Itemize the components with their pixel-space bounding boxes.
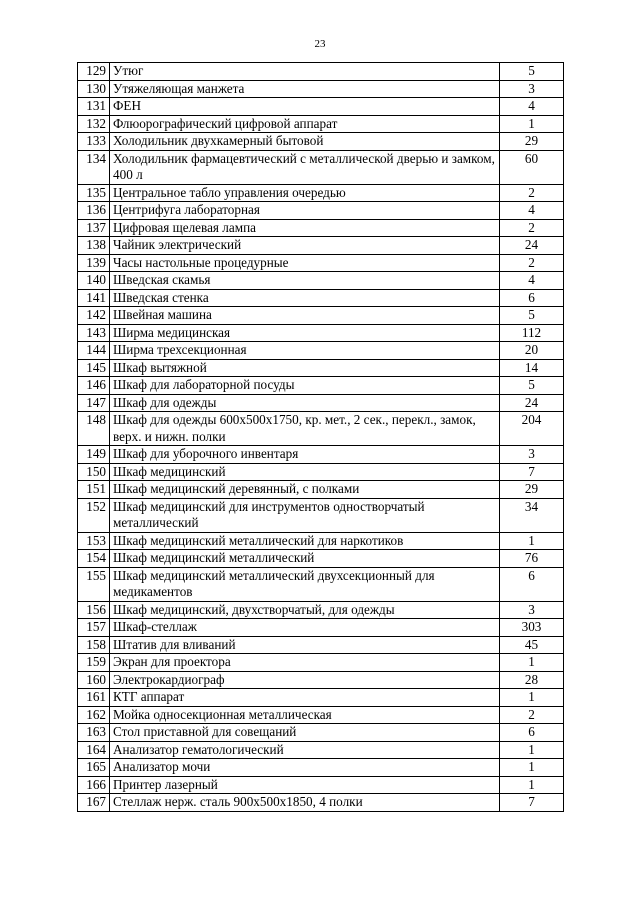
item-name: Центрифуга лабораторная (110, 202, 500, 220)
item-name: Ширма медицинская (110, 324, 500, 342)
row-number: 149 (78, 446, 110, 464)
item-quantity: 1 (500, 759, 564, 777)
row-number: 147 (78, 394, 110, 412)
item-quantity: 2 (500, 184, 564, 202)
item-quantity: 1 (500, 776, 564, 794)
table-row (78, 289, 564, 307)
item-name: Шкаф-стеллаж (110, 619, 500, 637)
row-number: 162 (78, 706, 110, 724)
item-quantity: 6 (500, 724, 564, 742)
item-quantity: 303 (500, 619, 564, 637)
item-quantity: 6 (500, 567, 564, 601)
item-quantity: 7 (500, 463, 564, 481)
item-name: Мойка односекционная металлическая (110, 706, 500, 724)
item-quantity: 3 (500, 601, 564, 619)
row-number: 135 (78, 184, 110, 202)
item-name: Шкаф медицинский металлический для наркотиков (110, 532, 500, 550)
item-quantity: 29 (500, 481, 564, 499)
table-row (78, 446, 564, 464)
item-name: Шведская скамья (110, 272, 500, 290)
item-quantity: 29 (500, 133, 564, 151)
row-number: 134 (78, 150, 110, 184)
item-quantity: 3 (500, 80, 564, 98)
item-quantity: 20 (500, 342, 564, 360)
row-number: 164 (78, 741, 110, 759)
item-quantity: 112 (500, 324, 564, 342)
item-quantity: 5 (500, 377, 564, 395)
row-number: 158 (78, 636, 110, 654)
inventory-table (77, 62, 564, 812)
table-row (78, 237, 564, 255)
table-row (78, 601, 564, 619)
table-row (78, 636, 564, 654)
item-quantity: 1 (500, 654, 564, 672)
table-row (78, 759, 564, 777)
row-number: 132 (78, 115, 110, 133)
row-number: 137 (78, 219, 110, 237)
item-name: Ширма трехсекционная (110, 342, 500, 360)
row-number: 140 (78, 272, 110, 290)
item-quantity: 2 (500, 254, 564, 272)
item-name: Центральное табло управления очередью (110, 184, 500, 202)
item-name: Анализатор гематологический (110, 741, 500, 759)
item-quantity: 45 (500, 636, 564, 654)
table-row (78, 184, 564, 202)
table-row (78, 794, 564, 812)
row-number: 143 (78, 324, 110, 342)
table-row (78, 498, 564, 532)
item-name: Шкаф медицинский (110, 463, 500, 481)
item-name: Часы настольные процедурные (110, 254, 500, 272)
row-number: 130 (78, 80, 110, 98)
table-row (78, 689, 564, 707)
table-row (78, 550, 564, 568)
table-row (78, 741, 564, 759)
item-quantity: 14 (500, 359, 564, 377)
item-quantity: 1 (500, 115, 564, 133)
table-row (78, 377, 564, 395)
item-name: Шкаф медицинский металлический двухсекционный для медикаментов (110, 567, 500, 601)
table-row (78, 63, 564, 81)
row-number: 148 (78, 412, 110, 446)
row-number: 154 (78, 550, 110, 568)
row-number: 157 (78, 619, 110, 637)
row-number: 165 (78, 759, 110, 777)
item-name: Шкаф вытяжной (110, 359, 500, 377)
table-row (78, 342, 564, 360)
table-row (78, 532, 564, 550)
row-number: 166 (78, 776, 110, 794)
row-number: 160 (78, 671, 110, 689)
item-quantity: 76 (500, 550, 564, 568)
item-quantity: 1 (500, 741, 564, 759)
table-row (78, 202, 564, 220)
item-name: Принтер лазерный (110, 776, 500, 794)
item-name: Шкаф для одежды 600х500х1750, кр. мет., 2 сек., перекл., замок, верх. и нижн. полки (110, 412, 500, 446)
row-number: 141 (78, 289, 110, 307)
item-quantity: 24 (500, 237, 564, 255)
item-quantity: 2 (500, 706, 564, 724)
item-name: Швейная машина (110, 307, 500, 325)
table-row (78, 619, 564, 637)
item-quantity: 24 (500, 394, 564, 412)
table-row (78, 150, 564, 184)
item-name: Электрокардиограф (110, 671, 500, 689)
item-name: Анализатор мочи (110, 759, 500, 777)
item-name: Шкаф для лабораторной посуды (110, 377, 500, 395)
row-number: 136 (78, 202, 110, 220)
item-name: Утюг (110, 63, 500, 81)
item-name: Экран для проектора (110, 654, 500, 672)
row-number: 150 (78, 463, 110, 481)
item-quantity: 3 (500, 446, 564, 464)
table-row (78, 272, 564, 290)
table-row (78, 776, 564, 794)
item-name: Чайник электрический (110, 237, 500, 255)
item-name: Шкаф медицинский для инструментов одностворчатый металлический (110, 498, 500, 532)
row-number: 163 (78, 724, 110, 742)
table-row (78, 80, 564, 98)
item-name: Штатив для вливаний (110, 636, 500, 654)
row-number: 152 (78, 498, 110, 532)
item-name: Цифровая щелевая лампа (110, 219, 500, 237)
item-quantity: 28 (500, 671, 564, 689)
table-row (78, 359, 564, 377)
item-name: Холодильник фармацевтический с металлической дверью и замком, 400 л (110, 150, 500, 184)
item-name: Шкаф медицинский деревянный, с полками (110, 481, 500, 499)
item-quantity: 204 (500, 412, 564, 446)
table-row (78, 481, 564, 499)
item-name: Шкаф медицинский, двухстворчатый, для одежды (110, 601, 500, 619)
item-quantity: 7 (500, 794, 564, 812)
item-name: Стол приставной для совещаний (110, 724, 500, 742)
item-quantity: 1 (500, 689, 564, 707)
item-quantity: 4 (500, 98, 564, 116)
item-name: Флюорографический цифровой аппарат (110, 115, 500, 133)
item-name: Утяжеляющая манжета (110, 80, 500, 98)
table-row (78, 324, 564, 342)
table-row (78, 133, 564, 151)
item-quantity: 5 (500, 63, 564, 81)
row-number: 139 (78, 254, 110, 272)
row-number: 145 (78, 359, 110, 377)
table-row (78, 307, 564, 325)
row-number: 138 (78, 237, 110, 255)
item-quantity: 4 (500, 202, 564, 220)
row-number: 144 (78, 342, 110, 360)
table-row (78, 115, 564, 133)
row-number: 159 (78, 654, 110, 672)
row-number: 167 (78, 794, 110, 812)
item-name: Шкаф медицинский металлический (110, 550, 500, 568)
item-quantity: 1 (500, 532, 564, 550)
table-row (78, 567, 564, 601)
item-quantity: 60 (500, 150, 564, 184)
row-number: 131 (78, 98, 110, 116)
item-name: Шкаф для уборочного инвентаря (110, 446, 500, 464)
item-quantity: 5 (500, 307, 564, 325)
row-number: 153 (78, 532, 110, 550)
table-row (78, 412, 564, 446)
item-name: КТГ аппарат (110, 689, 500, 707)
row-number: 161 (78, 689, 110, 707)
table-row (78, 724, 564, 742)
row-number: 142 (78, 307, 110, 325)
table-row (78, 254, 564, 272)
item-name: ФЕН (110, 98, 500, 116)
table-row (78, 671, 564, 689)
table-row (78, 463, 564, 481)
inventory-table-body (78, 63, 564, 812)
row-number: 155 (78, 567, 110, 601)
row-number: 151 (78, 481, 110, 499)
table-row (78, 219, 564, 237)
page-number: 23 (314, 38, 326, 50)
row-number: 129 (78, 63, 110, 81)
row-number: 133 (78, 133, 110, 151)
table-row (78, 654, 564, 672)
row-number: 156 (78, 601, 110, 619)
item-name: Шкаф для одежды (110, 394, 500, 412)
item-quantity: 2 (500, 219, 564, 237)
table-row (78, 706, 564, 724)
item-quantity: 4 (500, 272, 564, 290)
item-quantity: 34 (500, 498, 564, 532)
item-quantity: 6 (500, 289, 564, 307)
item-name: Шведская стенка (110, 289, 500, 307)
table-row (78, 98, 564, 116)
table-row (78, 394, 564, 412)
row-number: 146 (78, 377, 110, 395)
item-name: Стеллаж нерж. сталь 900х500х1850, 4 полки (110, 794, 500, 812)
item-name: Холодильник двухкамерный бытовой (110, 133, 500, 151)
